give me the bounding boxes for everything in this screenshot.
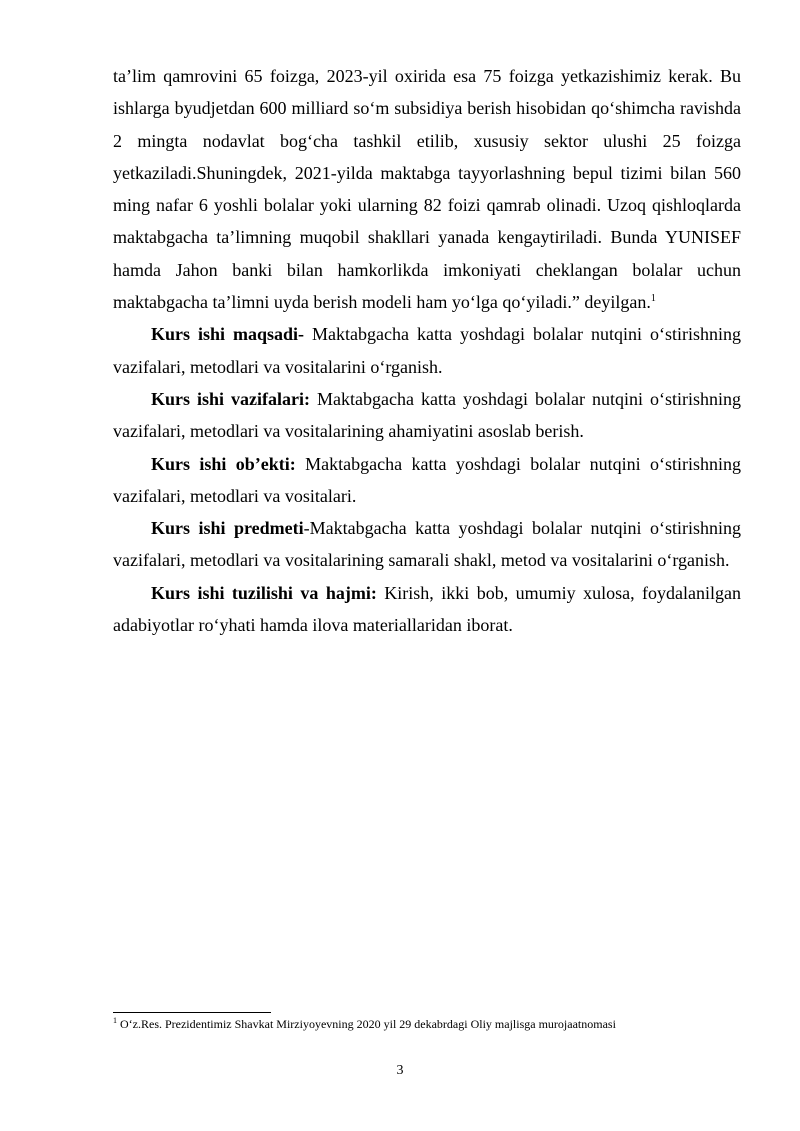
subject-text: -Maktabgacha katta yoshdagi bolalar nutqini o‘stirishning vazifalari, metodlari va vositalarining samarali shakl, metod va vositalarini o‘rganish.: [113, 518, 741, 571]
goal-label: Kurs ishi maqsadi-: [151, 324, 305, 345]
tasks-label: Kurs ishi vazifalari:: [151, 388, 311, 409]
subject-paragraph: [113, 512, 741, 577]
structure-text: Kirish, ikki bob, umumiy xulosa, foydalanilgan adabiyotlar ro‘yhati hamda ilova materiallaridan iborat.: [113, 582, 742, 636]
intro-paragraph: [113, 60, 741, 318]
goal-text: Maktabgacha katta yoshdagi bolalar nutqini o‘stirishning vazifalari, metodlari va vositalarini o‘rganish.: [113, 324, 741, 377]
subject-label: Kurs ishi predmeti: [151, 518, 304, 539]
object-label: Kurs ishi ob’ekti:: [151, 453, 296, 474]
footnote-separator: [113, 1012, 271, 1013]
structure-paragraph: [113, 577, 741, 642]
footnote-marker: 1: [113, 1016, 117, 1025]
footnote-reference: 1: [650, 293, 656, 305]
tasks-text: Maktabgacha katta yoshdagi bolalar nutqini o‘stirishning vazifalari, metodlari va vositalarining ahamiyatini asoslab berish.: [113, 388, 741, 442]
intro-text: ta’lim qamrovini 65 foizga, 2023-yil oxirida esa 75 foizga yetkazishimiz kerak. Bu ishlarga byudjetdan 600 milliard so‘m subsidiya berish hisobidan qo‘shimcha ravishda 2 mingta nodavlat bog‘cha tashkil etilib, xususiy sektor ulushi 25 foizga yetkaziladi.Shuningdek, 2021-yilda maktabga tayyorlashning bepul tizimi bilan 560 ming nafar 6 yoshli bolalar yoki ularning 82 foizi qamrab olinadi. Uzoq qishloqlarda maktabgacha ta’limning muqobil shakllari yanada kengaytiriladi. Bunda YUNISEF hamda Jahon banki bilan hamkorlikda imkoniyati cheklangan bolalar uchun maktabgacha ta’limni uyda berish modeli ham yo‘lga qo‘yiladi.” deyilgan.: [113, 66, 741, 313]
structure-label: Kurs ishi tuzilishi va hajmi:: [151, 582, 377, 603]
goal-paragraph: [113, 318, 741, 383]
page-number: 3: [396, 1063, 404, 1078]
document-body: [113, 60, 741, 641]
object-paragraph: [113, 448, 741, 513]
object-text: Maktabgacha katta yoshdagi bolalar nutqini o‘stirishning vazifalari, metodlari va vositalari.: [113, 453, 741, 506]
footnote-text: O‘z.Res. Prezidentimiz Shavkat Mirziyoyevning 2020 yil 29 dekabrdagi Oliy majlisga murojaatnomasi: [117, 1017, 616, 1031]
tasks-paragraph: [113, 383, 741, 448]
footnote: [113, 1016, 753, 1032]
